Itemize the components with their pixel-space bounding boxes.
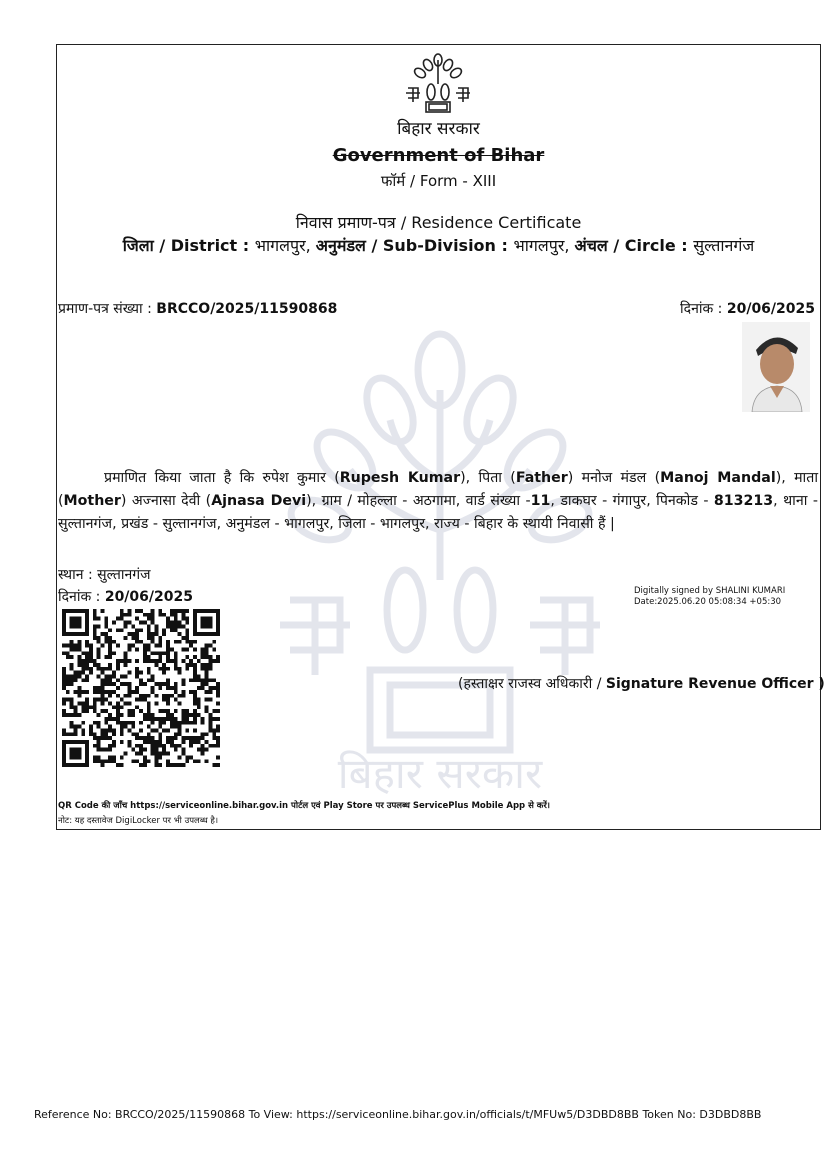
signature-label (458, 674, 825, 693)
signature-label-hindi: (हस्ताक्षर राजस्व अधिकारी / (458, 676, 606, 692)
certificate-date-value: 20/06/2025 (726, 301, 815, 317)
govt-hindi-title: बिहार सरकार (397, 119, 480, 139)
applicant-name: Rupesh Kumar (339, 470, 461, 486)
certificate-title: निवास प्रमाण-पत्र / Residence Certificate (295, 213, 582, 232)
body-text-5: ) अज्नासा देवी ( (120, 493, 212, 509)
certificate-number-label: प्रमाण-पत्र संख्या : (58, 301, 157, 317)
form-number: फॉर्म / Form - XIII (380, 172, 497, 190)
body-text-6: ), ग्राम / मोहल्ला - अठगामा, वार्ड संख्या - (306, 493, 531, 509)
district-label: जिला / District : (122, 236, 255, 255)
applicant-photo (742, 322, 810, 412)
certificate-body (58, 467, 818, 536)
body-text-3: ) मनोज मंडल ( (567, 470, 661, 486)
body-text-4: ), माता ( (58, 470, 818, 509)
signature-label-english: Signature Revenue Officer ) (605, 676, 825, 692)
father-label: Father (515, 470, 568, 486)
district-value: भागलपुर, (254, 236, 316, 255)
circle-value: सुल्तानगंज (693, 236, 755, 255)
digital-signature-signer: Digitally signed by SHALINI KUMARI (634, 586, 786, 596)
mother-label: Mother (63, 493, 121, 509)
watermark-text: बिहार सरकार (337, 749, 543, 798)
ward-number: 11 (530, 493, 551, 509)
certificate-number-value: BRCCO/2025/11590868 (156, 301, 338, 317)
circle-label: अंचल / Circle : (574, 236, 694, 255)
certificate-date (680, 299, 815, 318)
father-name: Manoj Mandal (660, 470, 776, 486)
certificate-date-label: दिनांक : (680, 301, 727, 317)
verification-qr-code (62, 609, 220, 767)
pincode: 813213 (713, 493, 774, 509)
issue-date-value: 20/06/2025 (104, 589, 193, 605)
place-value: सुल्तानगंज (97, 567, 151, 583)
reference-line: Reference No: BRCCO/2025/11590868 To View: https://serviceonline.bihar.gov.in/officials/t/MFUw5/D3DBD8BB Token No: D3DBD8BB (34, 1108, 762, 1121)
digital-signature (634, 586, 785, 608)
issue-date (58, 587, 193, 606)
issue-date-label: दिनांक : (58, 589, 105, 605)
bihar-emblem-watermark (270, 330, 610, 800)
jurisdiction-line (56, 234, 821, 256)
subdivision-label: अनुमंडल / Sub-Division : (315, 236, 514, 255)
body-text-1: प्रमाणित किया जाता है कि रुपेश कुमार ( (104, 470, 340, 486)
body-text-2: ), पिता ( (460, 470, 516, 486)
body-text-8: , थाना - सुल्तानगंज, प्रखंड - सुल्तानगंज, अनुमंडल - भागलपुर, जिला - भागलपुर, राज्य - बिहार के स्थायी निवासी हैं | (58, 493, 818, 532)
govt-english-title: Government of Bihar (332, 145, 545, 166)
digital-signature-date: Date:2025.06.20 05:08:34 +05:30 (634, 597, 782, 607)
mother-name: Ajnasa Devi (211, 493, 307, 509)
body-text-7: , डाकघर - गंगापुर, पिनकोड - (550, 493, 714, 509)
subdivision-value: भागलपुर, (513, 236, 575, 255)
qr-verification-note: QR Code की जाँच https://serviceonline.bihar.gov.in पोर्टल एवं Play Store पर उपलब्ध ServicePlus Mobile App से करें। (58, 801, 551, 811)
issue-place (58, 565, 151, 584)
certificate-number (58, 299, 337, 318)
digilocker-note: नोट: यह दस्तावेज DigiLocker पर भी उपलब्ध है। (58, 816, 219, 826)
place-label: स्थान : (58, 567, 98, 583)
bihar-emblem-logo (404, 52, 472, 114)
